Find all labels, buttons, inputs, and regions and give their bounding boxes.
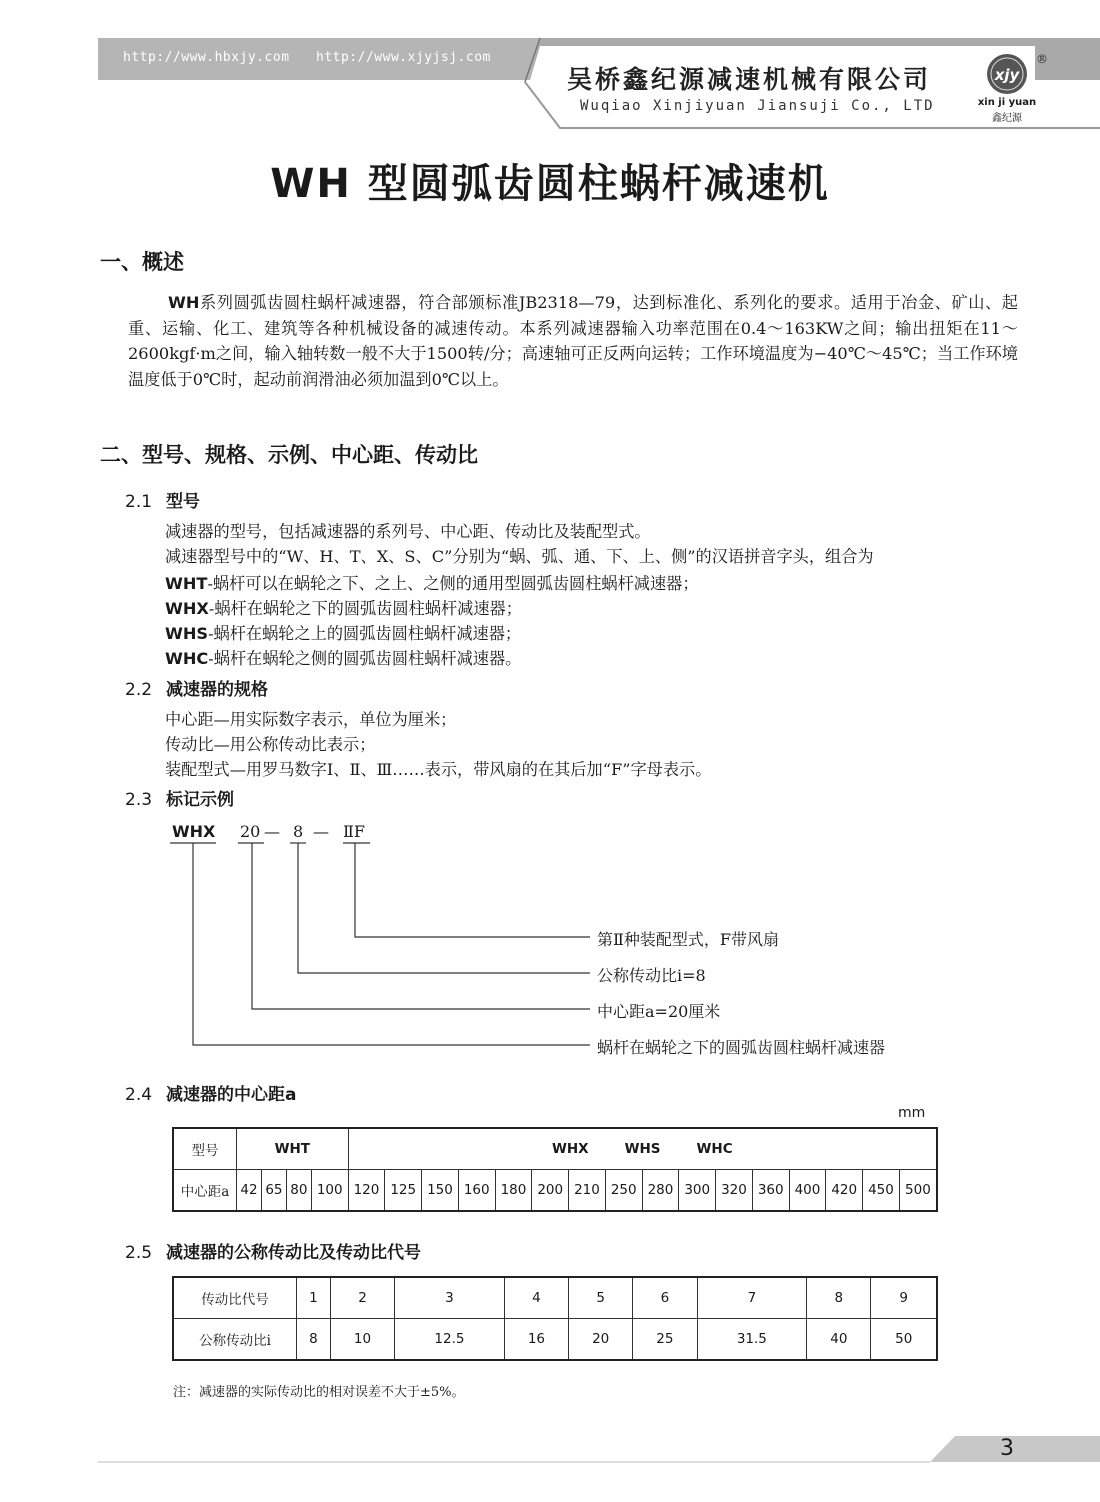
table-cell: 9 [871,1277,937,1319]
subsection-number: 2.5 [125,1243,153,1263]
table-cell: 25 [633,1319,697,1361]
example-desc-series: 蜗杆在蜗轮之下的圆弧齿圆柱蜗杆减速器 [597,1038,886,1057]
subsection-title: 减速器的中心距a [166,1085,297,1105]
table-cell: 320 [716,1170,753,1212]
spec-line-ratio: 传动比—用公称传动比表示； [165,735,376,754]
overview-lead: WH [168,293,200,312]
spec-line-center-distance: 中心距—用实际数字表示，单位为厘米； [165,710,457,729]
spec-line-assembly: 装配型式—用罗马数字Ⅰ、Ⅱ、Ⅲ……表示，带风扇的在其后加“F”字母表示。 [165,760,712,779]
overview-text: 系列圆弧齿圆柱蜗杆减速器，符合部颁标准JB2318—79，达到标准化、系列化的要求。适用于冶金、矿山、起重、运输、化工、建筑等各种机械设备的减速传动。本系列减速器输入功率范围在0.4～163KW之间；输出扭矩在11～2600kgf·m之间，输入轴转数一般不大于1500转/分；高速轴可正反两向运转；工作环境温度为−40℃～45℃；当工作环境温度低于0℃时，起动前润滑油必须加温到0℃以上。 [128,293,1018,389]
example-code-assembly: ⅡF [343,822,365,841]
example-code-dash2: — [313,822,329,841]
subsection-2-4-heading [125,1080,297,1105]
table-cell: 6 [633,1277,697,1319]
type-desc: -蜗杆可以在蜗轮之下、之上、之侧的通用型圆弧齿圆柱蜗杆减速器； [207,574,699,593]
subsection-title: 标记示例 [166,790,235,810]
table-cell: 10 [330,1319,394,1361]
type-desc: -蜗杆在蜗轮之下的圆弧齿圆柱蜗杆减速器； [208,599,522,618]
row-label-center-distance: 中心距a [173,1170,237,1212]
subsection-title: 型号 [166,492,201,512]
table-cell: 65 [261,1170,286,1212]
transmission-ratio-table [172,1276,938,1361]
table-cell: 160 [458,1170,495,1212]
model-letters-line: 减速器型号中的“W、H、T、X、S、C”分别为“蜗、弧、通、下、上、侧”的汉语拼音字头，组合为 [165,547,874,566]
table-cell: 4 [504,1277,568,1319]
subsection-number: 2.4 [125,1085,153,1105]
table-cell: 7 [697,1277,807,1319]
group-label: WHS [624,1141,661,1157]
table-cell: 42 [237,1170,262,1212]
table-cell: 16 [504,1319,568,1361]
table-row [173,1128,937,1170]
section1-heading: 一、概述 [100,250,184,274]
table-cell: 210 [569,1170,606,1212]
subsection-title: 减速器的公称传动比及传动比代号 [166,1243,422,1263]
company-name-en: Wuqiao Xinjiyuan Jiansuji Co., LTD [580,98,935,114]
group-label: WHX [551,1141,589,1157]
logo-mark: xjy [994,66,1020,84]
type-code: WHC [165,649,209,668]
table-cell: 80 [286,1170,311,1212]
table-cell: 125 [385,1170,422,1212]
table-row [173,1319,937,1361]
table-cell: 8 [807,1277,871,1319]
logo-text-cn: 鑫纪源 [992,113,1022,124]
table-cell: 8 [297,1319,331,1361]
table-row [173,1170,937,1212]
table-cell: 2 [330,1277,394,1319]
registered-mark: ® [1036,52,1048,66]
table-cell: 3 [395,1277,505,1319]
table-cell: 31.5 [697,1319,807,1361]
url-link-2[interactable]: http://www.xjyjsj.com [316,50,491,65]
subsection-title: 减速器的规格 [166,680,269,700]
url-link-1[interactable]: http://www.hbxjy.com [123,50,290,65]
group-label: WHC [696,1141,733,1157]
example-code-ratio: 8 [293,822,304,841]
row-label-model: 型号 [173,1128,237,1170]
table-cell: 420 [826,1170,863,1212]
table-cell: 5 [569,1277,633,1319]
table-cell: 280 [642,1170,679,1212]
table-row [173,1277,937,1319]
ratio-note: 注：减速器的实际传动比的相对误差不大于±5%。 [173,1385,465,1400]
group-wht: WHT [237,1128,349,1170]
subsection-number: 2.2 [125,680,153,700]
logo-text-en: xin ji yuan [977,97,1037,108]
type-desc: -蜗杆在蜗轮之上的圆弧齿圆柱蜗杆减速器； [208,624,522,643]
table-cell: 200 [532,1170,569,1212]
table-cell: 300 [679,1170,716,1212]
page-number: 3 [1000,1436,1014,1461]
type-code: WHS [165,624,209,643]
table-cell: 450 [863,1170,900,1212]
table-cell: 100 [311,1170,348,1212]
table-cell: 12.5 [395,1319,505,1361]
example-code-center: 20 [240,822,261,841]
example-desc-assembly: 第Ⅱ种装配型式，F带风扇 [597,930,779,949]
table-cell: 400 [789,1170,826,1212]
section2-heading: 二、型号、规格、示例、中心距、传动比 [100,443,478,467]
table-cell: 120 [348,1170,385,1212]
table-cell: 250 [605,1170,642,1212]
table-cell: 20 [569,1319,633,1361]
company-name-cn: 吴桥鑫纪源减速机械有限公司 [567,65,932,94]
table-cell: 150 [422,1170,459,1212]
table-cell: 1 [297,1277,331,1319]
type-code: WHX [165,599,209,618]
group-whx-whs-whc [348,1128,937,1170]
type-code: WHT [165,574,208,593]
example-desc-center: 中心距a=20厘米 [597,1002,721,1021]
subsection-number: 2.3 [125,790,153,810]
table-cell: 40 [807,1319,871,1361]
model-intro-line: 减速器的型号，包括减速器的系列号、中心距、传动比及装配型式。 [165,522,651,541]
table-cell: 50 [871,1319,937,1361]
type-desc: -蜗杆在蜗轮之侧的圆弧齿圆柱蜗杆减速器。 [208,649,522,668]
example-desc-ratio: 公称传动比i=8 [597,966,706,985]
subsection-number: 2.1 [125,492,153,512]
table-cell: 500 [899,1170,937,1212]
table-cell: 360 [752,1170,789,1212]
page-title: WH 型圆弧齿圆柱蜗杆减速机 [270,161,830,207]
table-unit: mm [898,1105,926,1121]
row-label-nominal-ratio: 公称传动比i [173,1319,297,1361]
row-label-ratio-code: 传动比代号 [173,1277,297,1319]
center-distance-table [172,1127,938,1212]
subsection-2-5-heading [125,1238,421,1263]
example-code-series: WHX [172,822,216,841]
example-code-dash1: — [264,822,280,841]
table-cell: 180 [495,1170,532,1212]
footer-graphic [0,1432,1100,1472]
